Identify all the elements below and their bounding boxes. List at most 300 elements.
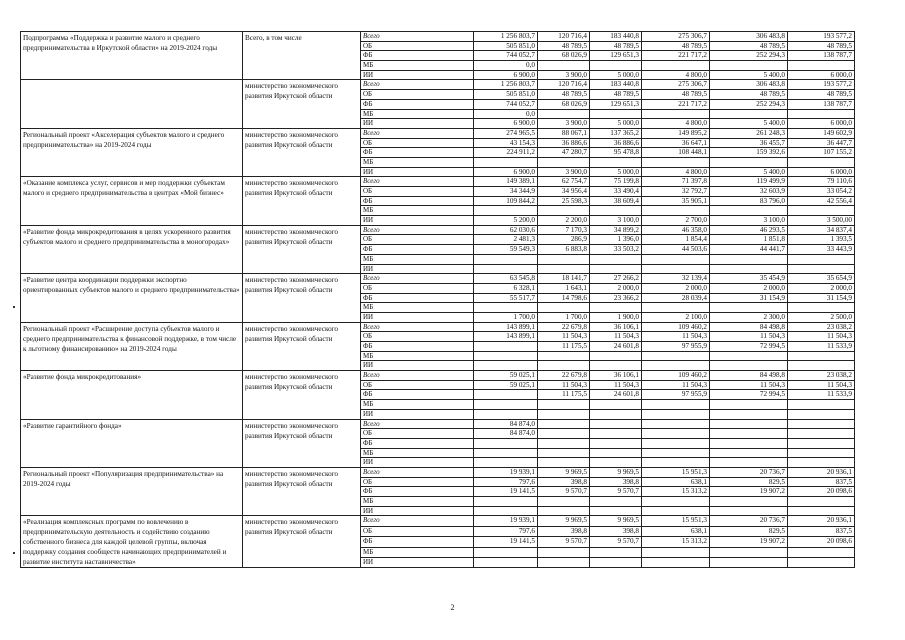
amount-cell: 44 503,6 [642,245,710,255]
amount-cell [474,264,538,274]
funding-source-cell: МБ [361,547,474,557]
amount-cell: 63 545,8 [474,274,538,284]
budget-sheet [20,31,854,568]
amount-cell [590,351,642,361]
funding-source-cell: ОБ [361,477,474,487]
amount-cell: 1 643,1 [538,283,590,293]
amount-cell: 75 199,8 [590,177,642,187]
amount-cell: 25 598,3 [538,196,590,206]
funding-source-cell: ИИ [361,506,474,516]
funding-source-cell: ФБ [361,438,474,448]
amount-cell: 84 498,8 [710,322,788,332]
amount-cell: 59 025,1 [474,380,538,390]
amount-cell [590,206,642,216]
amount-cell: 22 679,8 [538,371,590,381]
amount-cell: 221 717,2 [642,99,710,109]
amount-cell [474,497,538,507]
responsible-cell: министерство экономического развития Иркутской области [243,419,361,467]
amount-cell [710,448,788,458]
amount-cell [788,264,855,274]
table-row [21,32,855,42]
amount-cell [474,361,538,371]
amount-cell: 261 248,3 [710,128,788,138]
amount-cell [642,419,710,429]
amount-cell: 34 956,4 [538,187,590,197]
amount-cell [788,109,855,119]
amount-cell: 34 837,4 [788,225,855,235]
amount-cell: 71 397,8 [642,177,710,187]
amount-cell: 9 969,5 [590,516,642,526]
amount-cell: 1 256 803,7 [474,32,538,42]
amount-cell: 0,0 [474,109,538,119]
funding-source-cell: ИИ [361,557,474,567]
amount-cell [788,506,855,516]
amount-cell: 2 100,0 [642,312,710,322]
amount-cell: 3 500,00 [788,216,855,226]
amount-cell: 2 000,0 [590,283,642,293]
amount-cell [642,264,710,274]
amount-cell: 23 038,2 [788,371,855,381]
responsible-cell: министерство экономического развития Иркутской области [243,371,361,419]
funding-source-cell: ОБ [361,332,474,342]
amount-cell: 275 306,7 [642,80,710,90]
amount-cell [788,157,855,167]
amount-cell [538,409,590,419]
amount-cell: 109 844,2 [474,196,538,206]
funding-source-cell: Всего [361,80,474,90]
amount-cell [590,157,642,167]
amount-cell [474,547,538,557]
amount-cell: 11 504,3 [538,380,590,390]
amount-cell: 11 504,3 [538,332,590,342]
amount-cell: 9 969,5 [538,516,590,526]
amount-cell: 55 517,7 [474,293,538,303]
amount-cell [710,254,788,264]
amount-cell: 1 256 803,7 [474,80,538,90]
amount-cell: 1 393,5 [788,235,855,245]
amount-cell [538,438,590,448]
amount-cell: 2 000,0 [788,283,855,293]
amount-cell: 4 800,0 [642,119,710,129]
amount-cell [590,109,642,119]
amount-cell: 15 313,2 [642,487,710,497]
amount-cell [710,497,788,507]
funding-source-cell: ОБ [361,283,474,293]
amount-cell [642,206,710,216]
amount-cell: 1 700,0 [474,312,538,322]
amount-cell [710,351,788,361]
amount-cell: 19 939,1 [474,467,538,477]
amount-cell: 797,6 [474,477,538,487]
amount-cell: 42 556,4 [788,196,855,206]
amount-cell: 62 030,6 [474,225,538,235]
amount-cell: 109 460,2 [642,322,710,332]
amount-cell: 43 154,3 [474,138,538,148]
amount-cell: 32 792,7 [642,187,710,197]
amount-cell: 20 936,1 [788,467,855,477]
amount-cell: 5 000,0 [590,119,642,129]
funding-source-cell: ФБ [361,342,474,352]
funding-source-cell: ФБ [361,245,474,255]
amount-cell: 1 396,0 [590,235,642,245]
amount-cell [538,506,590,516]
amount-cell: 275 306,7 [642,32,710,42]
amount-cell: 119 499,9 [710,177,788,187]
amount-cell: 79 110,6 [788,177,855,187]
funding-source-cell: ИИ [361,70,474,80]
amount-cell: 84 498,8 [710,371,788,381]
program-name-cell: «Развитие гарантийного фонда» [21,419,243,467]
amount-cell: 11 175,5 [538,390,590,400]
amount-cell: 149 602,9 [788,128,855,138]
amount-cell [538,458,590,468]
amount-cell: 48 789,5 [538,41,590,51]
funding-source-cell: ОБ [361,90,474,100]
amount-cell: 274 965,5 [474,128,538,138]
amount-cell [788,458,855,468]
amount-cell: 36 106,1 [590,371,642,381]
amount-cell: 398,8 [538,526,590,536]
amount-cell [788,303,855,313]
amount-cell [590,557,642,567]
amount-cell: 48 789,5 [788,90,855,100]
amount-cell: 2 481,3 [474,235,538,245]
amount-cell: 5 400,0 [710,167,788,177]
amount-cell [642,429,710,439]
amount-cell [538,448,590,458]
amount-cell: 306 483,8 [710,32,788,42]
table-row [21,322,855,332]
amount-cell: 109 460,2 [642,371,710,381]
amount-cell [710,419,788,429]
amount-cell: 11 504,3 [710,380,788,390]
amount-cell [538,429,590,439]
responsible-cell: министерство экономического развития Иркутской области [243,467,361,515]
amount-cell: 33 443,9 [788,245,855,255]
amount-cell: 4 800,0 [642,167,710,177]
amount-cell: 97 955,9 [642,342,710,352]
amount-cell: 252 294,3 [710,51,788,61]
amount-cell: 72 994,5 [710,390,788,400]
amount-cell: 59 025,1 [474,371,538,381]
program-name-cell: Региональный проект «Расширение доступа субъектов малого и среднего предпринимательства к финансовой поддержке, в том числе к льготному финансированию» на 2019-2024 годы [21,322,243,370]
amount-cell [788,400,855,410]
amount-cell: 11 504,3 [642,380,710,390]
amount-cell: 2 000,0 [642,283,710,293]
margin-mark [13,306,15,308]
amount-cell [590,361,642,371]
amount-cell: 9 969,5 [538,467,590,477]
amount-cell [590,409,642,419]
amount-cell: 1 900,0 [590,312,642,322]
amount-cell [590,254,642,264]
amount-cell: 47 280,7 [538,148,590,158]
amount-cell [474,409,538,419]
amount-cell [642,361,710,371]
amount-cell: 2 000,0 [710,283,788,293]
amount-cell: 19 907,2 [710,537,788,547]
amount-cell: 6 900,0 [474,70,538,80]
funding-source-cell: МБ [361,157,474,167]
amount-cell [590,264,642,274]
responsible-cell: министерство экономического развития Иркутской области [243,177,361,225]
program-name-cell [21,80,243,128]
amount-cell: 48 789,5 [642,41,710,51]
amount-cell: 0,0 [474,61,538,71]
funding-source-cell: ФБ [361,537,474,547]
responsible-cell: министерство экономического развития Иркутской области [243,225,361,273]
amount-cell [538,400,590,410]
amount-cell [642,400,710,410]
amount-cell: 744 052,7 [474,99,538,109]
amount-cell: 505 851,0 [474,41,538,51]
responsible-cell: министерство экономического развития Иркутской области [243,128,361,176]
amount-cell [788,351,855,361]
amount-cell [538,303,590,313]
amount-cell [474,342,538,352]
amount-cell: 2 200,0 [538,216,590,226]
table-row [21,371,855,381]
funding-source-cell: Всего [361,225,474,235]
funding-source-cell: Всего [361,419,474,429]
amount-cell: 120 716,4 [538,32,590,42]
amount-cell: 137 365,2 [590,128,642,138]
amount-cell [474,557,538,567]
amount-cell: 14 798,6 [538,293,590,303]
amount-cell [474,254,538,264]
amount-cell [710,264,788,274]
amount-cell [642,506,710,516]
amount-cell: 6 883,8 [538,245,590,255]
amount-cell [590,429,642,439]
funding-source-cell: ОБ [361,235,474,245]
funding-source-cell: ОБ [361,429,474,439]
funding-source-cell: МБ [361,61,474,71]
funding-source-cell: ФБ [361,390,474,400]
budget-table [20,31,855,568]
funding-source-cell: МБ [361,254,474,264]
amount-cell: 20 098,6 [788,487,855,497]
amount-cell: 32 603,9 [710,187,788,197]
amount-cell [788,361,855,371]
amount-cell: 20 098,6 [788,537,855,547]
amount-cell: 306 483,8 [710,80,788,90]
amount-cell: 9 969,5 [590,467,642,477]
amount-cell [474,390,538,400]
amount-cell: 9 570,7 [590,487,642,497]
amount-cell [590,448,642,458]
amount-cell: 35 454,9 [710,274,788,284]
amount-cell [538,351,590,361]
funding-source-cell: МБ [361,497,474,507]
amount-cell: 68 026,9 [538,51,590,61]
amount-cell: 24 601,8 [590,390,642,400]
funding-source-cell: ИИ [361,264,474,274]
amount-cell: 88 067,1 [538,128,590,138]
amount-cell: 108 448,1 [642,148,710,158]
amount-cell [642,497,710,507]
amount-cell: 11 504,3 [710,332,788,342]
funding-source-cell: ФБ [361,99,474,109]
amount-cell: 143 899,1 [474,322,538,332]
amount-cell [642,351,710,361]
amount-cell: 20 936,1 [788,516,855,526]
table-row [21,80,855,90]
amount-cell: 4 800,0 [642,70,710,80]
amount-cell: 11 175,5 [538,342,590,352]
amount-cell: 193 577,2 [788,80,855,90]
amount-cell: 829,5 [710,526,788,536]
amount-cell: 7 170,3 [538,225,590,235]
amount-cell: 6 000,0 [788,167,855,177]
funding-source-cell: ИИ [361,312,474,322]
funding-source-cell: Всего [361,371,474,381]
amount-cell [538,61,590,71]
amount-cell: 6 328,1 [474,283,538,293]
amount-cell: 33 054,2 [788,187,855,197]
amount-cell: 36 886,6 [590,138,642,148]
amount-cell: 6 900,0 [474,167,538,177]
amount-cell: 143 899,1 [474,332,538,342]
amount-cell: 5 200,0 [474,216,538,226]
amount-cell: 11 504,3 [590,380,642,390]
amount-cell [474,448,538,458]
amount-cell: 138 787,7 [788,51,855,61]
amount-cell [590,400,642,410]
amount-cell: 5 000,0 [590,167,642,177]
amount-cell: 224 911,2 [474,148,538,158]
funding-source-cell: ОБ [361,41,474,51]
amount-cell: 19 907,2 [710,487,788,497]
amount-cell: 48 789,5 [590,41,642,51]
program-name-cell: «Реализация комплексных программ по вовлечению в предпринимательскую деятельность и содействию созданию собственного бизнеса для каждой целевой группы, включая поддержку создания сообществ начинающих предпринимателей и развитие института наставничества» [21,516,243,568]
amount-cell [642,157,710,167]
amount-cell: 5 000,0 [590,70,642,80]
funding-source-cell: Всего [361,128,474,138]
table-row [21,274,855,284]
amount-cell [710,61,788,71]
funding-source-cell: Всего [361,322,474,332]
amount-cell [642,448,710,458]
amount-cell: 11 533,9 [788,342,855,352]
amount-cell [474,506,538,516]
amount-cell: 36 647,1 [642,138,710,148]
amount-cell: 286,9 [538,235,590,245]
amount-cell: 38 609,4 [590,196,642,206]
program-name-cell: Подпрограмма «Поддержка и развитие малого и среднего предпринимательства в Иркутской области» на 2019-2024 годы [21,32,243,80]
amount-cell: 797,6 [474,526,538,536]
amount-cell [788,448,855,458]
amount-cell [710,438,788,448]
amount-cell: 5 400,0 [710,70,788,80]
amount-cell: 5 400,0 [710,119,788,129]
amount-cell: 46 293,5 [710,225,788,235]
amount-cell: 837,5 [788,477,855,487]
amount-cell: 19 141,5 [474,487,538,497]
amount-cell: 31 154,9 [710,293,788,303]
amount-cell [642,438,710,448]
amount-cell: 9 570,7 [590,537,642,547]
amount-cell [642,409,710,419]
funding-source-cell: ФБ [361,51,474,61]
amount-cell: 46 358,0 [642,225,710,235]
responsible-cell: министерство экономического развития Иркутской области [243,80,361,128]
amount-cell [590,458,642,468]
amount-cell: 84 874,0 [474,429,538,439]
amount-cell: 159 392,6 [710,148,788,158]
amount-cell: 3 100,0 [590,216,642,226]
amount-cell [788,497,855,507]
amount-cell: 11 533,9 [788,390,855,400]
funding-source-cell: ИИ [361,119,474,129]
responsible-cell: министерство экономического развития Иркутской области [243,516,361,568]
amount-cell: 638,1 [642,526,710,536]
funding-source-cell: ФБ [361,487,474,497]
table-row [21,467,855,477]
amount-cell [590,303,642,313]
amount-cell: 11 504,3 [788,380,855,390]
amount-cell: 107 155,2 [788,148,855,158]
amount-cell: 36 886,6 [538,138,590,148]
amount-cell: 20 736,7 [710,467,788,477]
amount-cell [538,254,590,264]
funding-source-cell: ФБ [361,148,474,158]
amount-cell: 221 717,2 [642,51,710,61]
amount-cell: 120 716,4 [538,80,590,90]
amount-cell: 183 440,8 [590,32,642,42]
amount-cell: 2 300,0 [710,312,788,322]
amount-cell: 398,8 [590,477,642,487]
amount-cell [788,409,855,419]
amount-cell: 744 052,7 [474,51,538,61]
amount-cell [642,303,710,313]
amount-cell: 252 294,3 [710,99,788,109]
amount-cell: 183 440,8 [590,80,642,90]
amount-cell: 3 900,0 [538,119,590,129]
amount-cell [642,557,710,567]
funding-source-cell: МБ [361,109,474,119]
funding-source-cell: ИИ [361,458,474,468]
amount-cell [590,419,642,429]
amount-cell: 505 851,0 [474,90,538,100]
funding-source-cell: Всего [361,467,474,477]
funding-source-cell: МБ [361,400,474,410]
amount-cell [538,206,590,216]
amount-cell: 2 700,0 [642,216,710,226]
amount-cell [710,506,788,516]
funding-source-cell: ОБ [361,138,474,148]
margin-mark [13,552,15,554]
amount-cell: 11 504,3 [590,332,642,342]
amount-cell [710,409,788,419]
amount-cell [538,557,590,567]
amount-cell [642,109,710,119]
amount-cell [788,438,855,448]
amount-cell: 15 951,3 [642,516,710,526]
amount-cell: 149 895,2 [642,128,710,138]
program-name-cell: «Оказание комплекса услуг, сервисов и мер поддержки субъектам малого и среднего предпринимательства в центрах «Мой бизнес» [21,177,243,225]
amount-cell [642,254,710,264]
amount-cell: 829,5 [710,477,788,487]
amount-cell [474,351,538,361]
table-row [21,419,855,429]
amount-cell: 638,1 [642,477,710,487]
funding-source-cell: ИИ [361,361,474,371]
amount-cell: 48 789,5 [710,90,788,100]
amount-cell [788,547,855,557]
responsible-cell: Всего, в том числе [243,32,361,80]
program-name-cell: «Развитие фонда микрокредитования» [21,371,243,419]
